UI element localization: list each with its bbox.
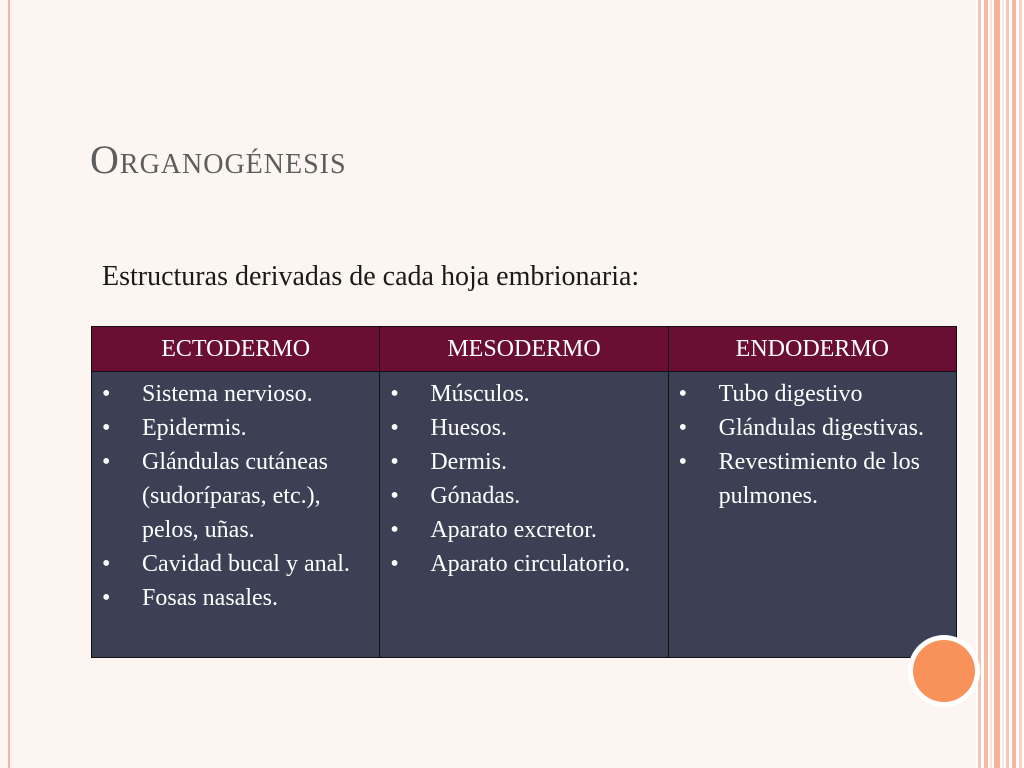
list-item: • Tubo digestivo bbox=[677, 377, 948, 411]
right-decorative-stripes bbox=[976, 0, 1024, 768]
decorative-orange-circle bbox=[913, 640, 975, 702]
list-item: • Músculos. bbox=[388, 377, 659, 411]
list-item: • Glándulas cutáneas (sudoríparas, etc.), pelos, uñas. bbox=[100, 445, 371, 547]
table-header-row bbox=[92, 327, 957, 372]
list-item: • Huesos. bbox=[388, 411, 659, 445]
mesodermo-list bbox=[388, 377, 659, 581]
list-item: • Glándulas digestivas. bbox=[677, 411, 948, 445]
slide-title: Organogénesis bbox=[90, 137, 347, 182]
list-item: • Dermis. bbox=[388, 445, 659, 479]
header-mesodermo: MESODERMO bbox=[380, 327, 668, 372]
cell-endodermo bbox=[668, 372, 956, 658]
endodermo-list bbox=[677, 377, 948, 513]
ectodermo-list bbox=[100, 377, 371, 615]
cell-mesodermo bbox=[380, 372, 668, 658]
list-item: • Epidermis. bbox=[100, 411, 371, 445]
list-item: • Gónadas. bbox=[388, 479, 659, 513]
list-item: • Revestimiento de los pulmones. bbox=[677, 445, 948, 513]
table-body-row bbox=[92, 372, 957, 658]
header-ectodermo: ECTODERMO bbox=[92, 327, 380, 372]
germ-layers-table bbox=[91, 326, 957, 658]
list-item: • Aparato excretor. bbox=[388, 513, 659, 547]
list-item: • Fosas nasales. bbox=[100, 581, 371, 615]
left-decorative-stripe bbox=[8, 0, 10, 768]
header-endodermo: ENDODERMO bbox=[668, 327, 956, 372]
list-item: • Cavidad bucal y anal. bbox=[100, 547, 371, 581]
list-item: • Sistema nervioso. bbox=[100, 377, 371, 411]
list-item: • Aparato circulatorio. bbox=[388, 547, 659, 581]
slide-subtitle: Estructuras derivadas de cada hoja embrionaria: bbox=[102, 261, 640, 292]
cell-ectodermo bbox=[92, 372, 380, 658]
